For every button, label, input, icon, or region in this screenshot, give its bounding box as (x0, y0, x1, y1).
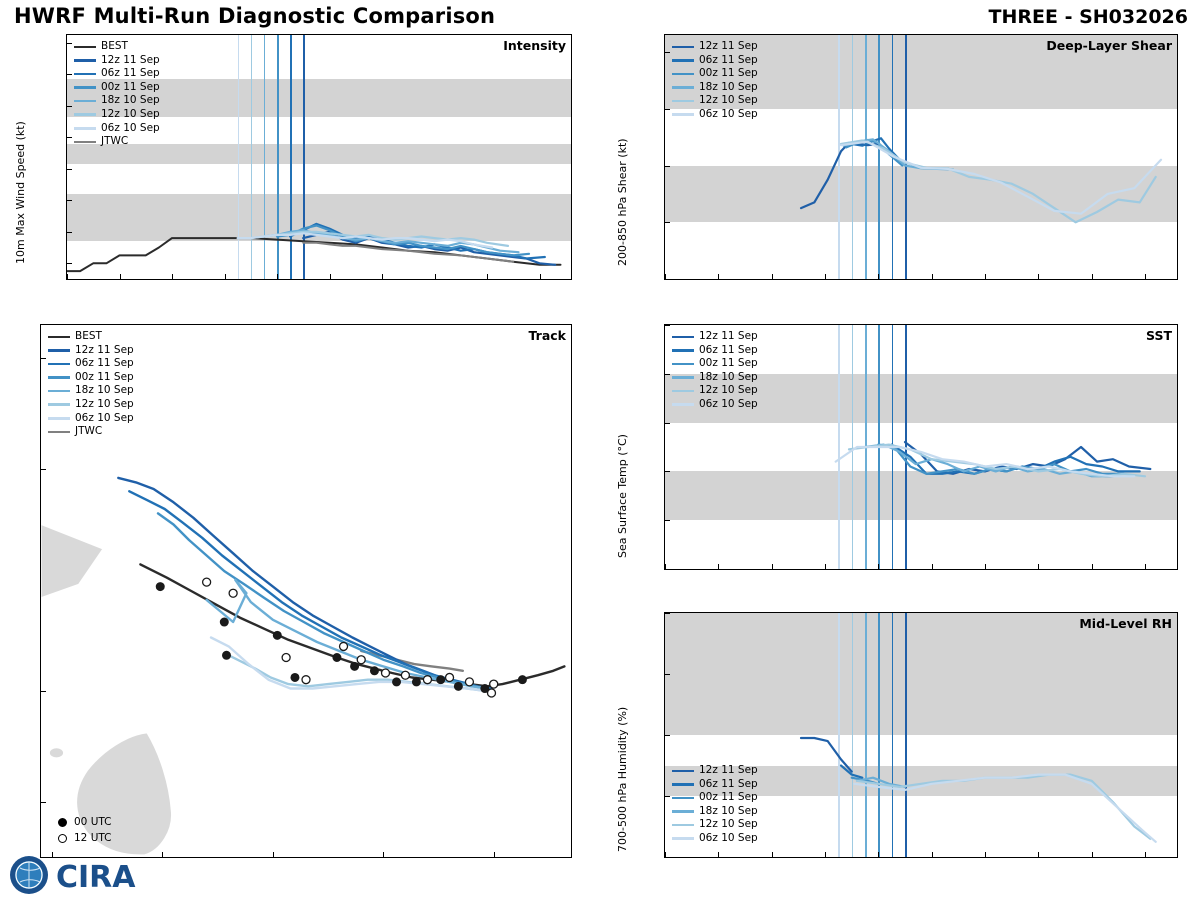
legend-item (672, 818, 758, 832)
legend-item (672, 805, 758, 819)
legend-swatch (672, 363, 694, 366)
legend-label: 06z 11 Sep (699, 777, 758, 790)
track-panel (40, 324, 572, 858)
track-marker-12utc (423, 676, 431, 684)
legend-swatch (672, 824, 694, 827)
track-marker-00utc (393, 678, 401, 686)
sst-legend (672, 330, 758, 412)
legend-label: 00z 11 Sep (699, 357, 758, 370)
legend-item (48, 344, 134, 358)
legend-label: 12z 11 Sep (75, 343, 134, 356)
legend-item (48, 371, 134, 385)
legend-label: 12z 10 Sep (699, 384, 758, 397)
legend-swatch (672, 797, 694, 800)
legend-swatch (74, 100, 96, 103)
track-marker-12utc (488, 689, 496, 697)
track-marker-00utc (220, 618, 228, 626)
legend-item (74, 94, 160, 108)
track-title: Track (528, 328, 566, 343)
legend-item (74, 67, 160, 81)
legend-item (672, 81, 758, 95)
legend-swatch (672, 783, 694, 786)
track-marker-legend (58, 814, 112, 846)
legend-item (672, 344, 758, 358)
legend-item (672, 778, 758, 792)
legend-swatch (74, 127, 96, 130)
marker-00utc-label: 00 UTC (74, 816, 112, 828)
track-marker-00utc (291, 673, 299, 681)
legend-item (672, 330, 758, 344)
legend-item (48, 330, 134, 344)
legend-item (48, 357, 134, 371)
legend-label: 00z 11 Sep (699, 791, 758, 804)
legend-label: 06z 11 Sep (75, 357, 134, 370)
legend-label: 18z 10 Sep (699, 370, 758, 383)
marker-00utc-icon (58, 818, 67, 827)
track-marker-12utc (446, 673, 454, 681)
legend-swatch (48, 403, 70, 406)
legend-swatch (672, 349, 694, 352)
y-tick-mark (665, 279, 670, 280)
shear-ylabel: 200-850 hPa Shear (kt) (616, 138, 629, 266)
track-marker-00utc (518, 676, 526, 684)
legend-swatch (74, 59, 96, 62)
sst-ylabel: Sea Surface Temp (°C) (616, 434, 629, 558)
legend-swatch (74, 73, 96, 76)
track-marker-12utc (401, 671, 409, 679)
track-marker-12utc (490, 680, 498, 688)
legend-item (672, 108, 758, 122)
marker-12utc-icon (58, 834, 67, 843)
legend-swatch (74, 46, 96, 49)
legend-label: 18z 10 Sep (75, 384, 134, 397)
legend-item (48, 384, 134, 398)
intensity-title: Intensity (503, 38, 566, 53)
legend-label: 12z 10 Sep (75, 397, 134, 410)
legend-swatch (48, 376, 70, 379)
track-marker-00utc (454, 682, 462, 690)
track-marker-12utc (229, 589, 237, 597)
shear-title: Deep-Layer Shear (1046, 38, 1172, 53)
marker-12utc-label: 12 UTC (74, 832, 112, 844)
legend-swatch (672, 59, 694, 62)
cira-logo (8, 854, 188, 896)
legend-label: 12z 11 Sep (699, 764, 758, 776)
track-line (129, 491, 485, 688)
legend-item (74, 54, 160, 68)
track-marker-12utc (302, 676, 310, 684)
shear-legend (672, 40, 758, 122)
legend-swatch (48, 363, 70, 366)
legend-item (672, 54, 758, 68)
legend-label: 06z 10 Sep (699, 397, 758, 410)
rh-ylabel: 700-500 hPa Humidity (%) (616, 706, 629, 852)
track-marker-12utc (282, 654, 290, 662)
legend-swatch (672, 770, 694, 773)
legend-label: 18z 10 Sep (699, 804, 758, 817)
landmass-island (49, 748, 63, 758)
legend-label: 12z 11 Sep (699, 40, 758, 52)
track-marker-00utc (333, 654, 341, 662)
legend-swatch (672, 376, 694, 379)
intensity-ylabel: 10m Max Wind Speed (kt) (14, 121, 27, 264)
storm-id: THREE - SH032026 (988, 6, 1188, 28)
legend-label: 18z 10 Sep (699, 80, 758, 93)
legend-label: BEST (101, 40, 128, 52)
sst-title: SST (1146, 328, 1172, 343)
track-marker-00utc (273, 631, 281, 639)
track-marker-12utc (357, 656, 365, 664)
legend-label: 00z 11 Sep (699, 67, 758, 80)
series-line (801, 143, 878, 208)
legend-swatch (672, 46, 694, 49)
legend-item (74, 40, 160, 54)
legend-item (672, 357, 758, 371)
legend-item (672, 398, 758, 412)
legend-label: 12z 10 Sep (101, 107, 160, 120)
legend-swatch (48, 390, 70, 393)
legend-item (74, 81, 160, 95)
legend-label: 12z 10 Sep (699, 818, 758, 831)
legend-swatch (672, 810, 694, 813)
legend-item (672, 371, 758, 385)
legend-swatch (672, 336, 694, 339)
legend-label: 06z 11 Sep (101, 67, 160, 80)
legend-swatch (672, 390, 694, 393)
legend-label: 06z 11 Sep (699, 343, 758, 356)
track-marker-00utc (223, 651, 231, 659)
legend-label: 12z 10 Sep (699, 94, 758, 107)
legend-item (672, 791, 758, 805)
legend-item (672, 67, 758, 81)
track-marker-00utc (156, 583, 164, 591)
sst-panel (616, 324, 1178, 570)
track-marker-12utc (203, 578, 211, 586)
track-marker-12utc (465, 678, 473, 686)
rh-title: Mid-Level RH (1079, 616, 1172, 631)
rh-legend (672, 764, 758, 846)
legend-item (672, 832, 758, 846)
legend-label: JTWC (101, 135, 129, 148)
legend-swatch (48, 336, 70, 339)
legend-swatch (672, 403, 694, 406)
track-marker-12utc (382, 669, 390, 677)
legend-swatch (74, 141, 96, 144)
legend-label: 00z 11 Sep (101, 80, 160, 93)
legend-swatch (672, 73, 694, 76)
legend-label: 06z 10 Sep (101, 121, 160, 134)
track-marker-00utc (370, 667, 378, 675)
track-marker-00utc (412, 678, 420, 686)
svg-text:CIRA: CIRA (56, 860, 136, 895)
series-line (857, 775, 1150, 839)
legend-swatch (48, 349, 70, 352)
legend-item (74, 122, 160, 136)
legend-label: 06z 11 Sep (699, 53, 758, 66)
legend-item (48, 412, 134, 426)
legend-label: 18z 10 Sep (101, 94, 160, 107)
track-marker-00utc (437, 676, 445, 684)
legend-label: 06z 10 Sep (699, 107, 758, 120)
series-line (801, 738, 852, 772)
legend-label: 00z 11 Sep (75, 370, 134, 383)
legend-item (672, 94, 758, 108)
shear-panel (616, 34, 1178, 280)
legend-item (48, 425, 134, 439)
legend-swatch (672, 837, 694, 840)
legend-item (48, 398, 134, 412)
legend-label: JTWC (75, 425, 103, 438)
rh-panel (616, 612, 1178, 858)
legend-label: 06z 10 Sep (75, 411, 134, 424)
intensity-panel (14, 34, 572, 280)
intensity-legend (74, 40, 160, 149)
y-tick-mark (665, 857, 670, 858)
legend-label: 12z 11 Sep (101, 53, 160, 66)
track-marker-12utc (340, 642, 348, 650)
legend-item (74, 108, 160, 122)
track-marker-00utc (351, 662, 359, 670)
legend-item (672, 40, 758, 54)
page-title: HWRF Multi-Run Diagnostic Comparison (14, 4, 496, 28)
legend-swatch (48, 431, 70, 434)
legend-swatch (48, 417, 70, 420)
y-tick-mark (665, 569, 670, 570)
legend-item (74, 135, 160, 149)
legend-label: 12z 11 Sep (699, 330, 758, 342)
legend-swatch (672, 100, 694, 103)
landmass-africa (41, 525, 103, 598)
legend-item (672, 764, 758, 778)
track-legend (48, 330, 134, 439)
legend-label: BEST (75, 330, 102, 342)
legend-swatch (672, 113, 694, 116)
legend-label: 06z 10 Sep (699, 831, 758, 844)
legend-item (672, 384, 758, 398)
legend-swatch (74, 86, 96, 89)
track-line (118, 478, 491, 689)
series-line (854, 775, 1155, 842)
legend-swatch (672, 86, 694, 89)
legend-swatch (74, 113, 96, 116)
